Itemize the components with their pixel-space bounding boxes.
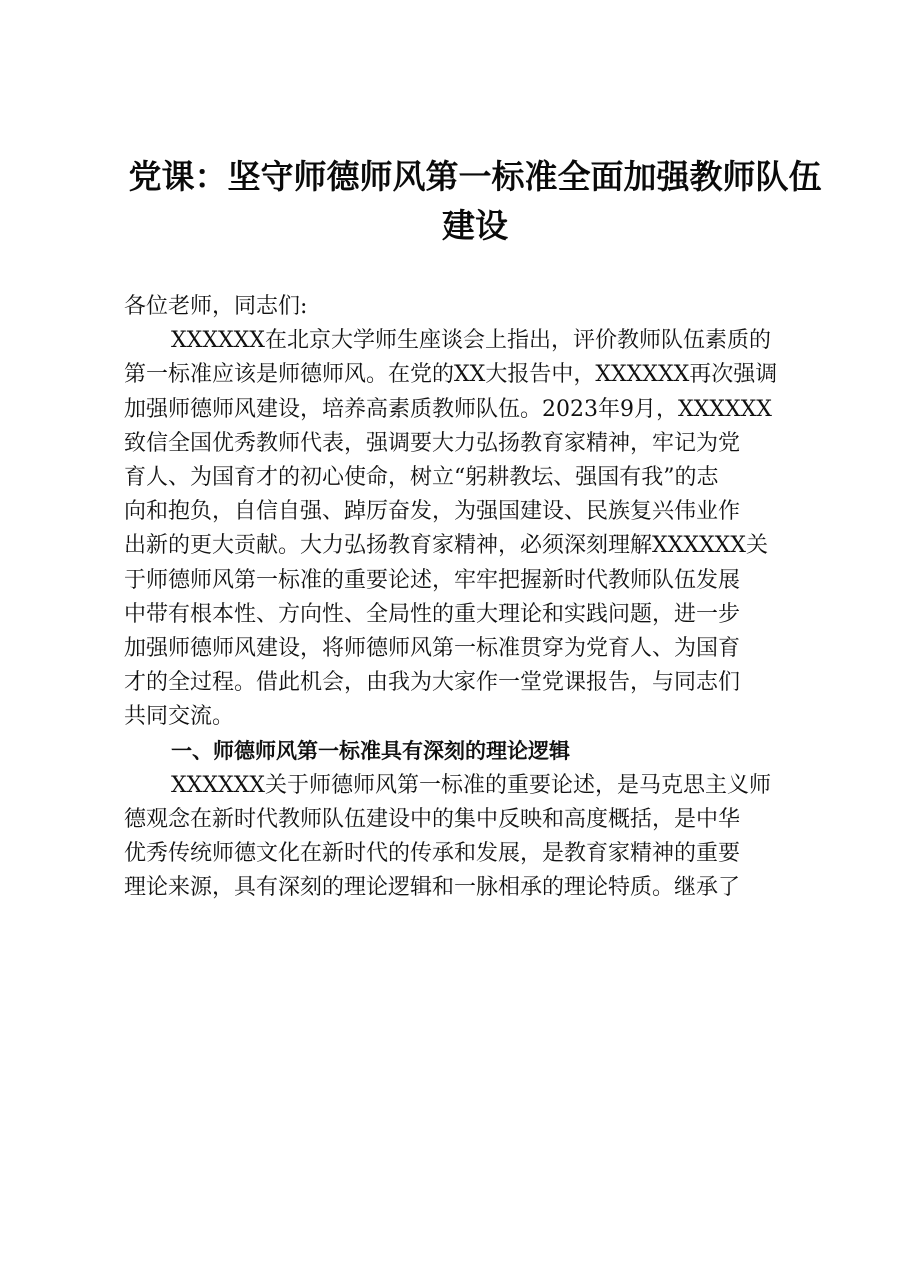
paragraph-line: 出新的更大贡献。大力弘扬教育家精神，必须深刻理解XXXXXX关 — [124, 533, 768, 559]
paragraph-line: XXXXXX在北京大学师生座谈会上指出，评价教师队伍素质的 — [171, 328, 771, 354]
title-line-2: 建设 — [442, 206, 508, 245]
paragraph-line: 加强师德师风建设，将师德师风第一标准贯穿为党育人、为国育 — [124, 635, 741, 661]
paragraph-line: 育人、为国育才的初心使命，树立“躬耕教坛、强国有我”的志 — [124, 464, 719, 490]
document-body — [124, 290, 824, 905]
paragraph-line: 理论来源，具有深刻的理论逻辑和一脉相承的理论特质。继承了 — [124, 875, 741, 901]
paragraph-line: 共同交流。 — [124, 704, 235, 730]
paragraph-line: 于师德师风第一标准的重要论述，牢牢把握新时代教师队伍发展 — [124, 567, 741, 593]
paragraph-line: 致信全国优秀教师代表，强调要大力弘扬教育家精神，牢记为党 — [124, 430, 741, 456]
paragraph-line: 第一标准应该是师德师风。在党的XX大报告中，XXXXXX再次强调 — [124, 362, 778, 388]
paragraph-1 — [124, 324, 824, 734]
paragraph-line: 向和抱负，自信自强、踔厉奋发，为强国建设、民族复兴伟业作 — [124, 499, 741, 525]
section-heading: 一、师德师风第一标准具有深刻的理论逻辑 — [171, 739, 570, 764]
paragraph-line: 中带有根本性、方向性、全局性的重大理论和实践问题，进一步 — [124, 601, 741, 627]
document-title — [110, 152, 840, 250]
paragraph-line: XXXXXX关于师德师风第一标准的重要论述，是马克思主义师 — [171, 772, 771, 798]
paragraph-line: 才的全过程。借此机会，由我为大家作一堂党课报告，与同志们 — [124, 670, 741, 696]
salutation: 各位老师，同志们: — [124, 294, 308, 319]
paragraph-line: 德观念在新时代教师队伍建设中的集中反映和高度概括，是中华 — [124, 806, 741, 832]
paragraph-line: 加强师德师风建设，培养高素质教师队伍。2023年9月，XXXXXX — [124, 396, 772, 422]
paragraph-2 — [124, 769, 824, 906]
paragraph-line: 优秀传统师德文化在新时代的传承和发展，是教育家精神的重要 — [124, 841, 741, 866]
title-line-1: 党课：坚守师德师风第一标准全面加强教师队伍 — [128, 157, 822, 196]
